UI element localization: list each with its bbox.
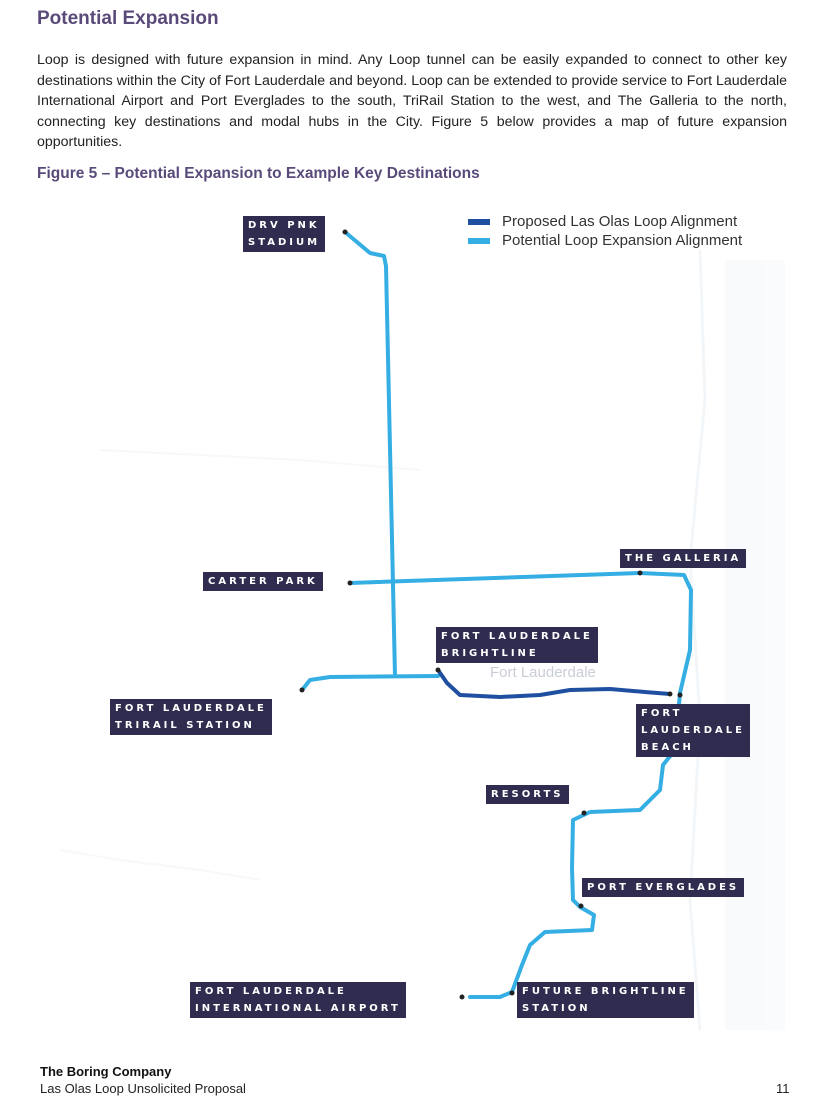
expansion-line-galleria-beach <box>640 573 691 693</box>
section-title: Potential Expansion <box>37 8 219 29</box>
legend-proposed-swatch <box>468 219 490 225</box>
legend-potential <box>468 231 742 250</box>
legend-proposed-label: Proposed Las Olas Loop Alignment <box>502 213 738 230</box>
legend-potential-swatch <box>468 238 490 244</box>
label-the-galleria: THE GALLERIA <box>620 549 746 568</box>
label-fort-lauderdale-beach: FORT LAUDERDALE BEACH <box>636 704 750 757</box>
figure-caption: Figure 5 – Potential Expansion to Example Key Destinations <box>37 165 480 182</box>
stop-port-everglades <box>579 904 584 909</box>
stop-brightline <box>436 668 441 673</box>
label-port-everglades: PORT EVERGLADES <box>582 878 744 897</box>
footer-company: The Boring Company <box>40 1064 172 1079</box>
label-fort-lauderdale-international-airport: FORT LAUDERDALE INTERNATIONAL AIRPORT <box>190 982 406 1018</box>
legend-potential-label: Potential Loop Expansion Alignment <box>502 232 743 249</box>
body-paragraph: Loop is designed with future expansion in mind. Any Loop tunnel can be easily expanded to connect to other key destinations within the City of Fort Lauderdale and beyond. Loop can be extended to provide service to Fort Lauderdale International Airport and Port Everglades to the south, TriRail Station to the west, and The Galleria to the north, connecting key destinations and modal hubs in the City. Figure 5 below provides a map of future expansion opportunities. <box>37 52 787 150</box>
footer-document-title: Las Olas Loop Unsolicited Proposal <box>40 1081 246 1096</box>
label-resorts: RESORTS <box>486 785 569 804</box>
expansion-map <box>30 190 810 1040</box>
label-fort-lauderdale-brightline: FORT LAUDERDALE BRIGHTLINE <box>436 627 598 663</box>
label-drv-pnk-stadium: DRV PNK STADIUM <box>243 216 325 252</box>
stop-drv-pnk <box>343 230 348 235</box>
stop-beach-2 <box>678 693 683 698</box>
expansion-line-stadium <box>345 232 395 676</box>
map-legend <box>468 212 742 250</box>
stop-future-brightline <box>510 991 515 996</box>
map-background <box>60 250 785 1030</box>
stop-galleria <box>638 571 643 576</box>
stop-airport <box>460 995 465 1000</box>
map-watermark: Fort Lauderdale <box>490 664 596 681</box>
label-future-brightline-station: FUTURE BRIGHTLINE STATION <box>517 982 694 1018</box>
legend-proposed <box>468 212 742 231</box>
label-fort-lauderdale-trirail-station: FORT LAUDERDALE TRIRAIL STATION <box>110 699 272 735</box>
stop-carter-park <box>348 581 353 586</box>
stop-trirail <box>300 688 305 693</box>
stop-beach <box>668 692 673 697</box>
expansion-line-trirail <box>302 676 438 690</box>
page-number: 11 <box>776 1081 790 1096</box>
label-carter-park: CARTER PARK <box>203 572 323 591</box>
stop-resorts <box>582 811 587 816</box>
